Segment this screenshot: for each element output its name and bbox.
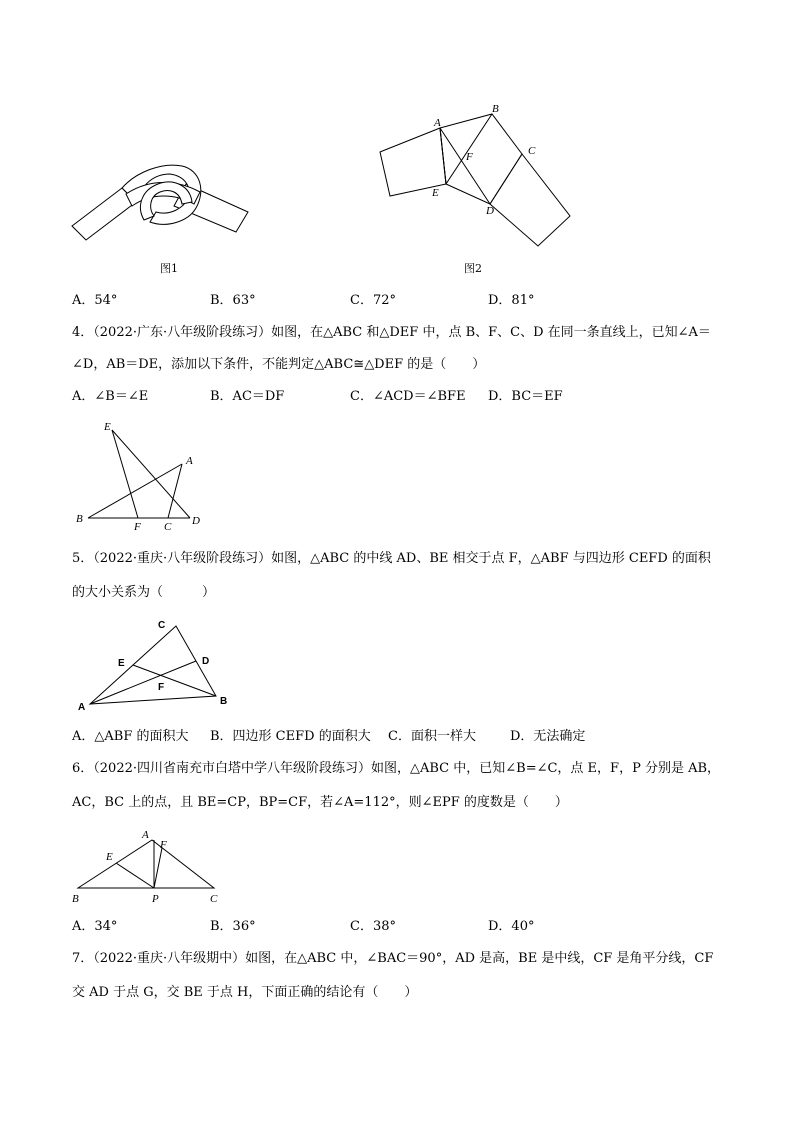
fig2-label-E: E [432,187,439,199]
q6-stem-line-1: 6．（2022·四川省南充市白塔中学八年级阶段练习）如图，△ABC 中，已知∠B=∠C，点 E，F，P 分别是 AB， [72,761,721,776]
q6-label-P: P [152,893,159,905]
q6-label-A: A [142,829,149,841]
q5-label-C: C [158,620,166,631]
figure-1-ribbon [66,150,256,250]
q6-label-B: B [72,893,79,905]
q5-option-d: D．无法确定 [510,729,586,744]
fig2-label-B: B [492,103,499,115]
q4-label-D: D [192,515,200,527]
q4-label-A: A [186,455,193,467]
q6-option-d: D．40° [488,919,535,934]
q5-label-D: D [202,656,210,667]
q4-label-E: E [104,421,111,433]
q5-label-E: E [118,658,125,669]
q6-option-b: B．36° [210,919,256,934]
q5-label-B: B [220,696,228,707]
fig2-label-D: D [486,205,494,217]
q4-stem-line-1: 4．（2022·广东·八年级阶段练习）如图，在△ABC 和△DEF 中，点 B、F、C、D 在同一条直线上，已知∠A＝ [72,325,711,340]
q4-option-d: D．BC＝EF [488,389,563,404]
q6-stem-line-2: AC，BC 上的点，且 BE=CP，BP=CF，若∠A=112°，则∠EPF 的度数是（ ） [72,795,568,810]
q4-label-C: C [164,521,172,532]
q4-label-B: B [76,513,83,525]
q7-stem-line-1: 7．（2022·重庆·八年级期中）如图，在△ABC 中，∠BAC＝90°，AD 是高，BE 是中线，CF 是角平分线，CF [72,951,714,966]
fig2-label-A: A [434,117,441,129]
q5-label-F: F [158,682,165,693]
q4-label-F: F [134,521,141,532]
q3-option-d: D．81° [488,293,535,308]
q5-figure [72,616,242,712]
q6-label-C: C [210,893,218,905]
q5-option-b: B．四边形 CEFD 的面积大 [210,729,371,744]
q6-label-E: E [106,851,113,863]
q3-option-a: A．54° [72,293,118,308]
q4-stem-line-2: ∠D，AB＝DE，添加以下条件，不能判定△ABC≅△DEF 的是（ ） [72,357,486,372]
q5-option-a: A．△ABF 的面积大 [72,729,189,744]
q3-option-c: C．72° [350,293,396,308]
q5-stem-line-2: 的大小关系为（ ） [72,585,216,600]
figure-1-caption: 图1 [160,262,178,275]
fig2-label-C: C [528,145,536,157]
figure-2-caption: 图2 [464,262,482,275]
q3-option-b: B．63° [210,293,256,308]
q5-stem-line-1: 5．（2022·重庆·八年级阶段练习）如图，△ABC 的中线 AD、BE 相交于点 F，△ABF 与四边形 CEFD 的面积 [72,551,711,566]
q5-option-c: C．面积一样大 [388,729,476,744]
q6-option-a: A．34° [72,919,118,934]
q6-label-F: F [160,839,167,851]
figure-2-squares [376,100,576,252]
q4-option-a: A．∠B＝∠E [72,389,149,404]
q4-figure [72,416,212,532]
q5-label-A: A [78,702,86,712]
q7-stem-line-2: 交 AD 于点 G，交 BE 于点 H，下面正确的结论有（ ） [72,985,418,1000]
q4-option-c: C．∠ACD＝∠BFE [350,389,466,404]
q4-option-b: B．AC＝DF [210,389,285,404]
fig2-label-F: F [466,151,473,163]
q6-figure [68,826,228,906]
q6-option-c: C．38° [350,919,396,934]
